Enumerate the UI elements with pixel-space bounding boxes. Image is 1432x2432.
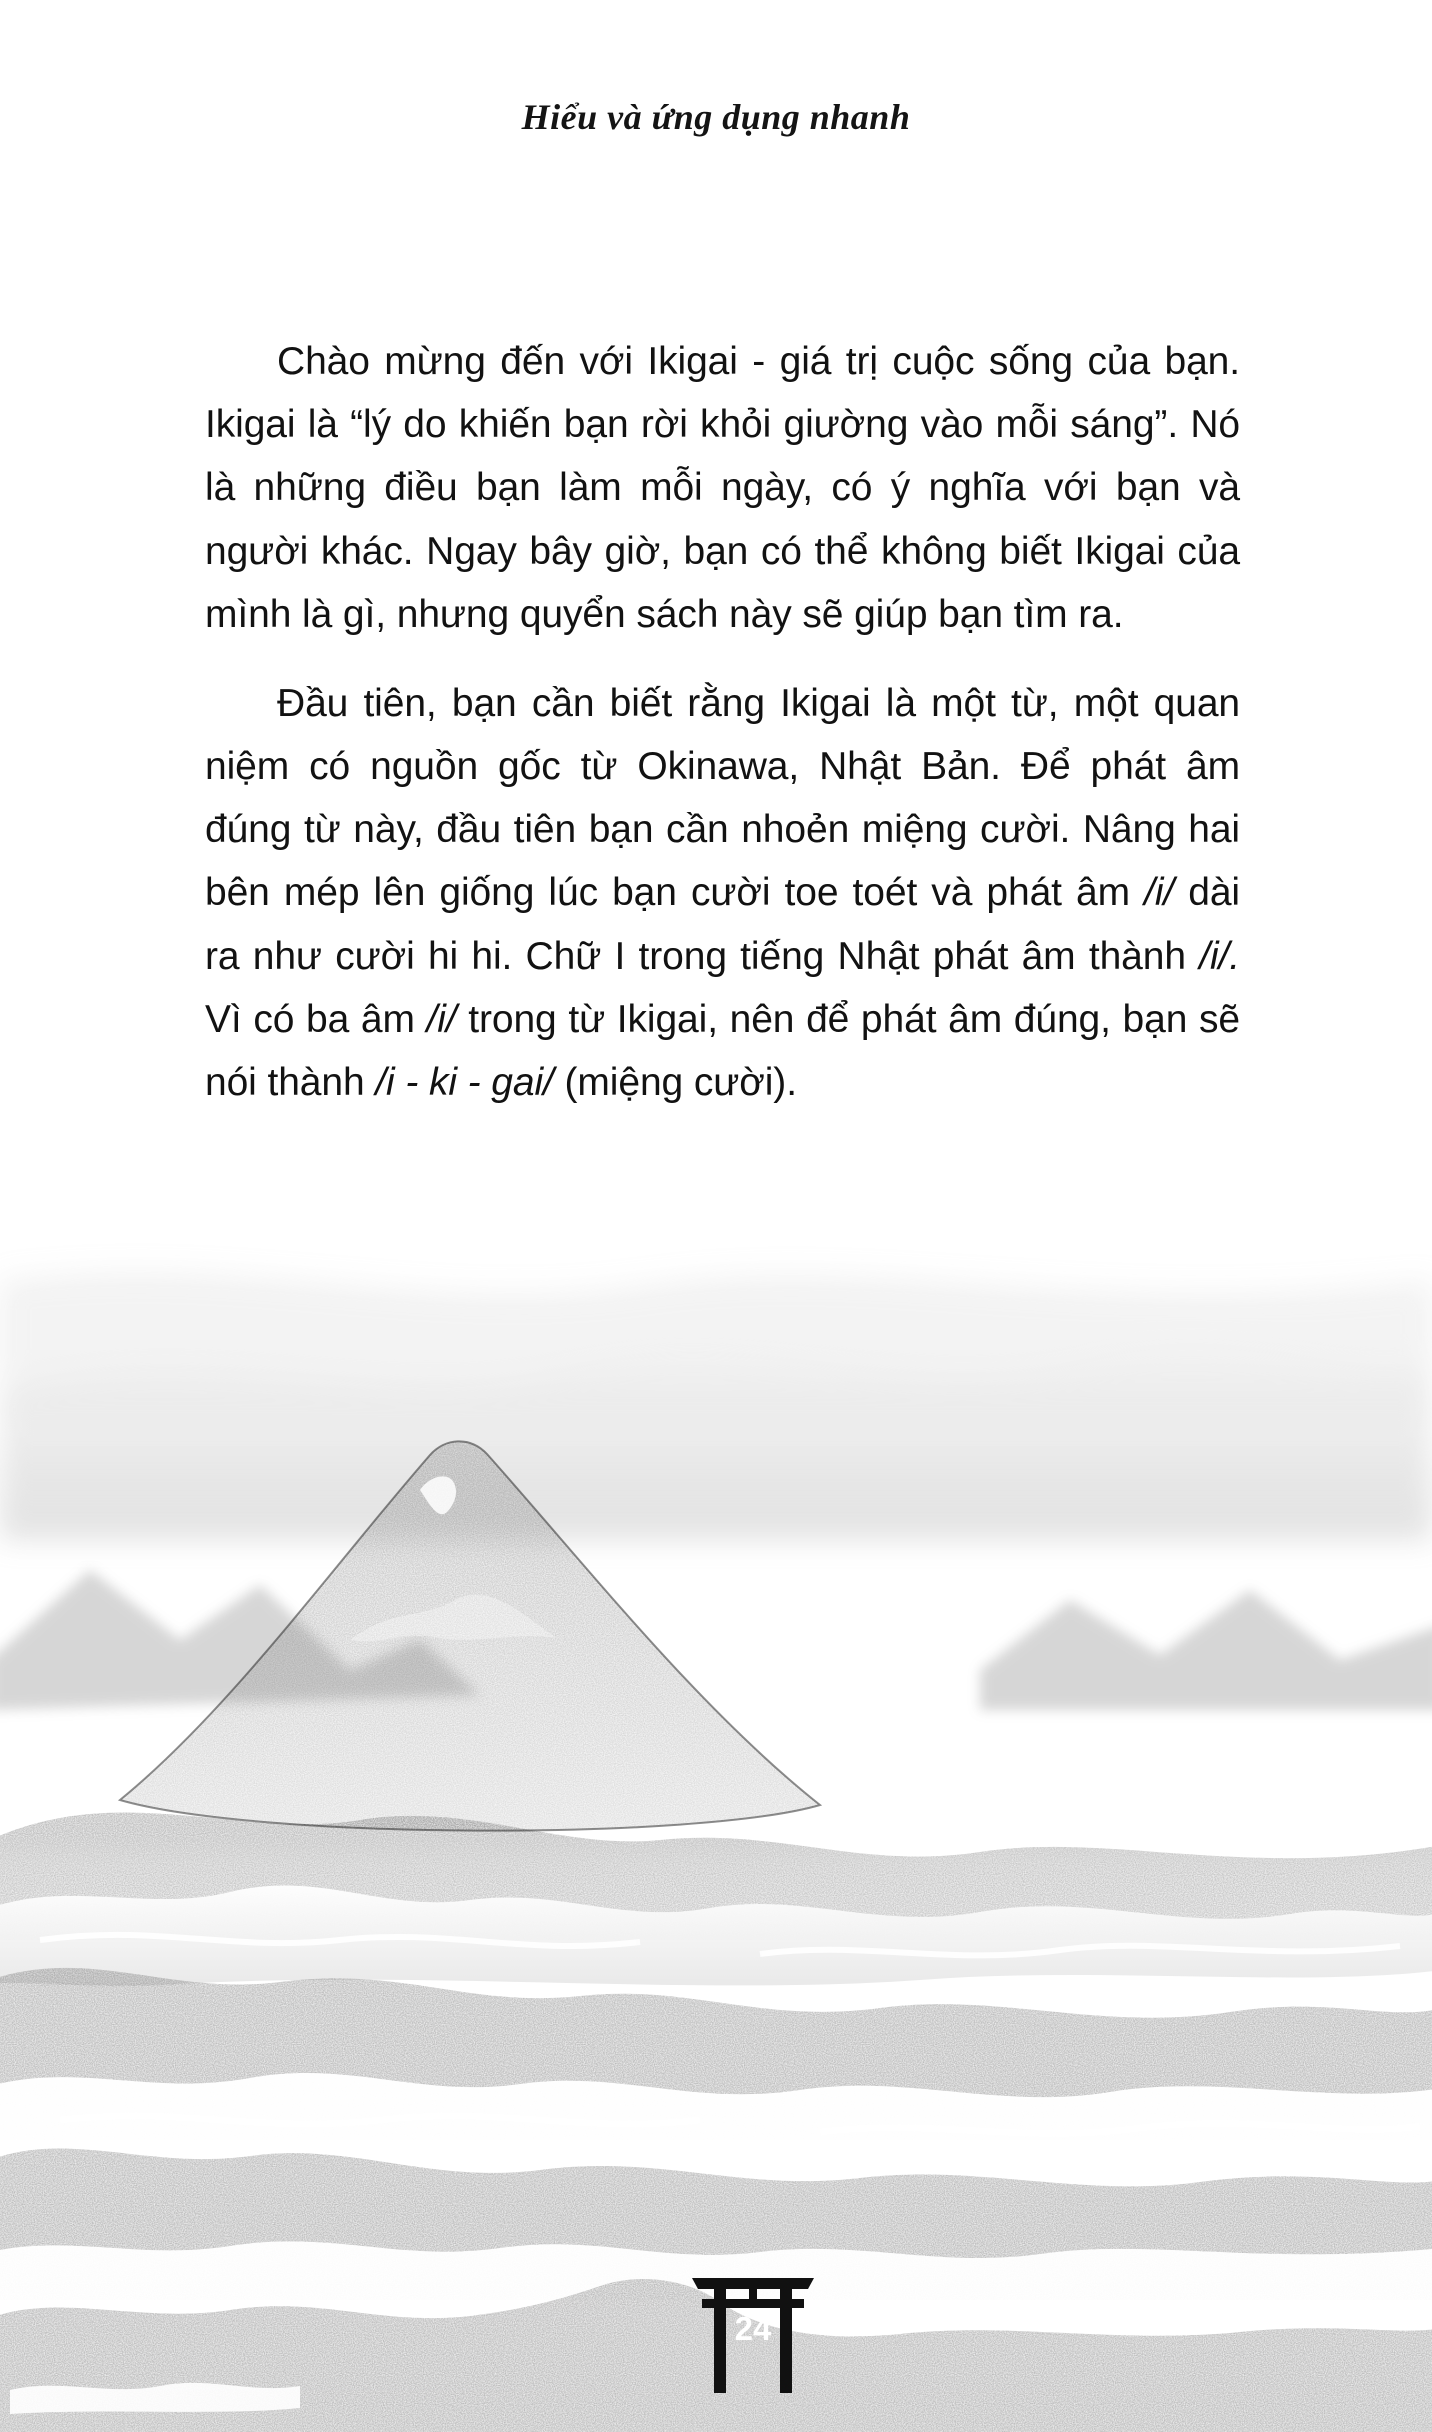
paragraph-2 bbox=[205, 672, 1240, 1114]
paragraph-1-run-1: Chào mừng đến với Ikigai - giá trị cuộc sống của bạn. Ikigai là “lý do khiến bạn rời khỏi giường vào mỗi sáng”. Nó là những điều bạn làm mỗi ngày, có ý nghĩa với bạn và người khác. Ngay bây giờ, bạn có thể không biết Ikigai của mình là gì, nhưng quyển sách này sẽ giúp bạn tìm ra. bbox=[205, 340, 1240, 636]
paragraph-2-run-3: dài ra như cười hi hi. Chữ I trong tiếng Nhật phát âm thành bbox=[205, 871, 1240, 978]
paragraph-2-run-7: trong từ Ikigai, nên để phát âm đúng, bạn sẽ nói thành bbox=[205, 997, 1240, 1104]
page-number: 24 bbox=[734, 2310, 772, 2347]
paragraph-2-run-8: /i - ki - gai/ bbox=[375, 1060, 554, 1104]
paragraph-2-run-5: Vì có ba âm bbox=[205, 997, 427, 1041]
paragraph-2-run-6: /i/ bbox=[426, 997, 457, 1041]
paragraph-1 bbox=[205, 330, 1240, 646]
body-text bbox=[205, 330, 1240, 1114]
paragraph-2-run-4: /i/. bbox=[1199, 934, 1240, 978]
mountain-illustration bbox=[0, 1240, 1432, 2432]
folio-with-torii bbox=[688, 2272, 818, 2420]
paragraph-2-run-2: /i/ bbox=[1144, 871, 1175, 915]
paragraph-2-run-1: Đầu tiên, bạn cần biết rằng Ikigai là một từ, một quan niệm có nguồn gốc từ Okinawa, Nhật Bản. Để phát âm đúng từ này, đầu tiên bạn cần nhoẻn miệng cười. Nâng hai bên mép lên giống lúc bạn cười toe toét và phát âm bbox=[205, 681, 1240, 915]
paragraph-2-run-9: (miệng cười). bbox=[553, 1060, 797, 1104]
running-head: Hiểu và ứng dụng nhanh bbox=[521, 97, 911, 137]
